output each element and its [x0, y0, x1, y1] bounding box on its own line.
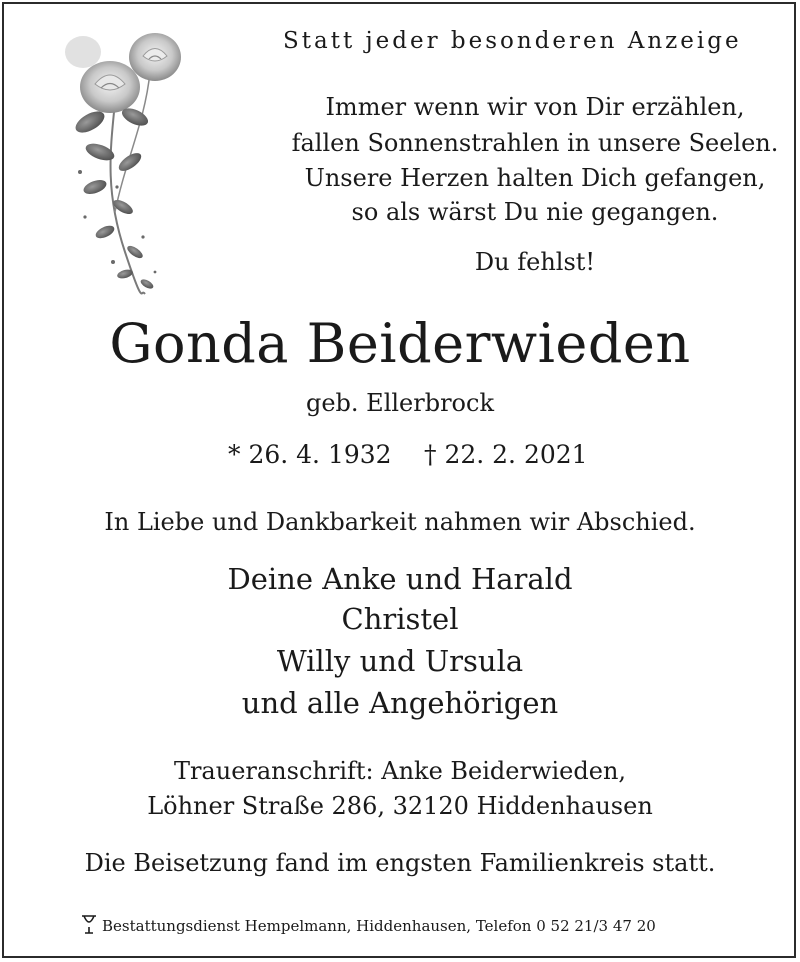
notice-headline: Statt jeder besonderen Anzeige	[283, 28, 742, 54]
birth-name: geb. Ellerbrock	[305, 389, 494, 417]
rose-illustration	[55, 12, 185, 297]
farewell-text: In Liebe und Dankbarkeit nahmen wir Abschied.	[104, 508, 696, 536]
poem-line-4: so als wärst Du nie gegangen.	[351, 198, 719, 226]
mourner-line-1: Deine Anke und Harald	[227, 562, 573, 596]
undertaker-footer	[80, 913, 656, 935]
burial-notice: Die Beisetzung fand im engsten Familienkreis statt.	[84, 849, 716, 877]
mourner-line-4: und alle Angehörigen	[241, 686, 559, 720]
address-line-1: Traueranschrift: Anke Beiderwieden,	[173, 757, 627, 785]
death-date: † 22. 2. 2021	[424, 440, 588, 469]
poem-tagline: Du fehlst!	[474, 248, 596, 276]
deceased-name: Gonda Beiderwieden	[109, 312, 691, 375]
birth-date: * 26. 4. 1932	[228, 440, 392, 469]
mourner-line-2: Christel	[341, 602, 459, 636]
address-line-2: Löhner Straße 286, 32120 Hiddenhausen	[147, 792, 653, 820]
poem-line-1: Immer wenn wir von Dir erzählen,	[325, 93, 745, 121]
poem-line-2: fallen Sonnenstrahlen in unsere Seelen.	[291, 129, 779, 157]
grave-lantern-icon	[80, 913, 98, 935]
poem-line-3: Unsere Herzen halten Dich gefangen,	[304, 164, 766, 192]
mourner-line-3: Willy und Ursula	[276, 644, 524, 678]
undertaker-text: Bestattungsdienst Hempelmann, Hiddenhausen, Telefon 0 52 21/3 47 20	[102, 917, 656, 935]
